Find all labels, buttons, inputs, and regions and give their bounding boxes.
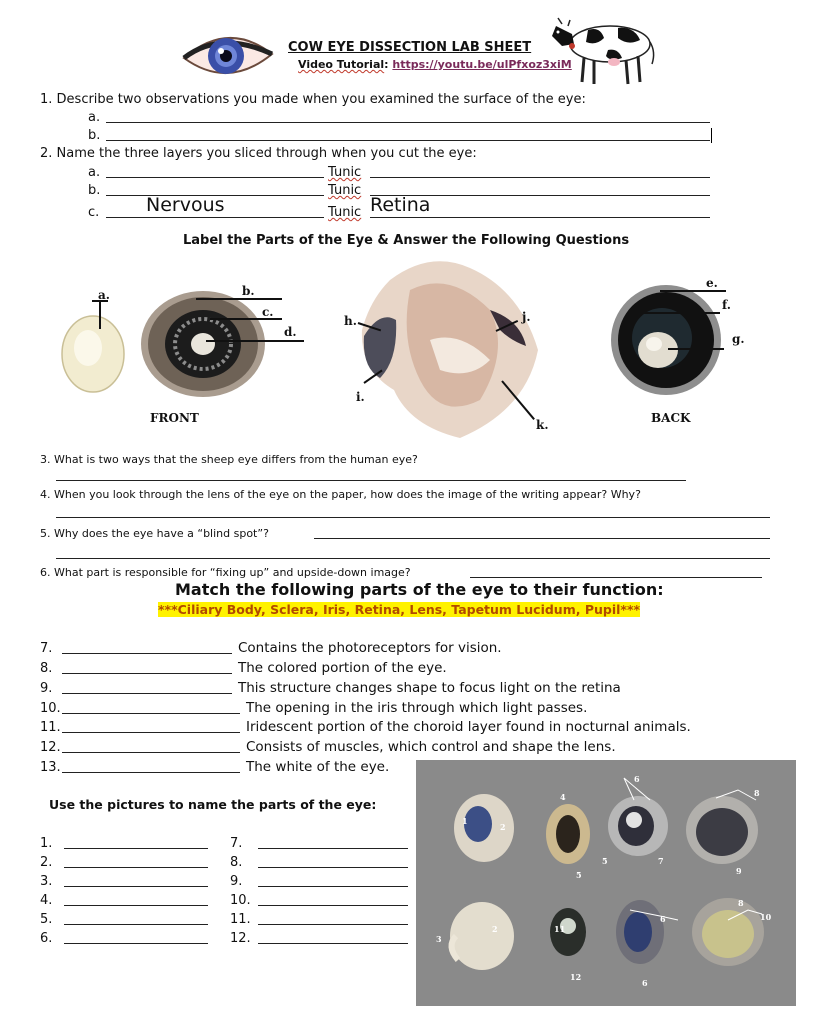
page-title: COW EYE DISSECTION LAB SHEET: [288, 40, 532, 55]
back-eye-image: [610, 284, 722, 396]
label-c: c.: [262, 305, 274, 319]
front-eye-image: [140, 290, 266, 398]
photo-label-7: 7: [658, 856, 664, 866]
photo-label-9: 9: [736, 866, 742, 876]
picture-answer-line[interactable]: [64, 924, 208, 925]
video-tutorial-label: Video Tutorial: [298, 58, 385, 71]
pointer-b: [196, 298, 282, 300]
pointer-f: [640, 312, 720, 314]
dissection-photo: [416, 760, 796, 1006]
dissected-eye-image: [350, 250, 550, 442]
q5-answer-line-2[interactable]: [56, 558, 770, 559]
label-i: i.: [356, 390, 365, 404]
match-item-number: 12.: [40, 740, 61, 755]
q2c-answer-1[interactable]: Nervous: [146, 194, 225, 216]
picture-answer-number: 5.: [40, 912, 53, 927]
pointer-d: [206, 340, 304, 342]
match-item-description: Contains the photoreceptors for vision.: [238, 640, 502, 656]
label-a: a.: [98, 288, 110, 302]
photo-label-5a: 5: [576, 870, 582, 880]
photo-label-6c: 6: [642, 978, 648, 988]
picture-answer-number: 2.: [40, 855, 53, 870]
q3-answer-line[interactable]: [56, 480, 686, 481]
match-item-description: The opening in the iris through which light passes.: [246, 700, 588, 716]
picture-answer-line[interactable]: [258, 905, 408, 906]
match-item-number: 7.: [40, 641, 53, 656]
picture-answer-number: 4.: [40, 893, 53, 908]
match-item-number: 10.: [40, 701, 61, 716]
match-item-description: The white of the eye.: [246, 759, 390, 775]
back-caption: BACK: [651, 411, 691, 425]
picture-answer-number: 11.: [230, 912, 251, 927]
q2c-tunic: Tunic: [328, 205, 362, 220]
picture-answer-number: 6.: [40, 931, 53, 946]
q2b-label: b.: [88, 183, 101, 198]
picture-answer-number: 3.: [40, 874, 53, 889]
picture-answer-line[interactable]: [64, 943, 208, 944]
picture-answer-line[interactable]: [258, 848, 408, 849]
pointer-g: [668, 348, 724, 350]
picture-answer-line[interactable]: [258, 943, 408, 944]
photo-label-4: 4: [560, 792, 566, 802]
label-g: g.: [732, 332, 745, 346]
match-item-number: 9.: [40, 681, 53, 696]
q2c-label: c.: [88, 205, 100, 220]
q2b-tunic: Tunic: [328, 183, 362, 198]
q5-answer-line-1[interactable]: [314, 538, 770, 539]
q4-answer-line[interactable]: [56, 517, 770, 518]
match-item-answer-line[interactable]: [62, 772, 240, 773]
video-tutorial-link[interactable]: https://youtu.be/ulPfxoz3xiM: [392, 58, 572, 71]
picture-answer-line[interactable]: [258, 924, 408, 925]
photo-label-5b: 5: [602, 856, 608, 866]
match-item-number: 11.: [40, 720, 61, 735]
photo-label-12: 12: [570, 972, 582, 982]
photo-label-6a: 6: [634, 774, 640, 784]
match-item-description: Iridescent portion of the choroid layer found in nocturnal animals.: [246, 719, 691, 735]
q2a-tunic: Tunic: [328, 165, 362, 180]
picture-answer-number: 10.: [230, 893, 251, 908]
pictures-heading: Use the pictures to name the parts of the eye:: [49, 797, 377, 812]
picture-answer-number: 1.: [40, 836, 53, 851]
match-item-description: Consists of muscles, which control and shape the lens.: [246, 739, 616, 755]
q6-prompt: 6. What part is responsible for “fixing up” and upside-down image?: [40, 566, 411, 579]
match-item-answer-line[interactable]: [62, 732, 240, 733]
q2a-answer-line-1[interactable]: [106, 177, 324, 178]
picture-answer-number: 7.: [230, 836, 243, 851]
match-item-description: The colored portion of the eye.: [238, 660, 447, 676]
q1b-answer-line[interactable]: [106, 140, 710, 141]
photo-label-8a: 8: [754, 788, 760, 798]
match-item-answer-line[interactable]: [62, 673, 232, 674]
q1a-answer-line[interactable]: [106, 122, 710, 123]
q2a-label: a.: [88, 165, 101, 180]
picture-answer-line[interactable]: [258, 886, 408, 887]
photo-label-3: 3: [436, 934, 442, 944]
q1b-label: b.: [88, 128, 101, 143]
match-choices: ***Ciliary Body, Sclera, Iris, Retina, Lens, Tapetum Lucidum, Pupil***: [158, 602, 641, 617]
lens-image: [60, 312, 126, 396]
picture-answer-line[interactable]: [64, 905, 208, 906]
match-item-description: This structure changes shape to focus light on the retina: [238, 680, 621, 696]
text-cursor: [711, 128, 712, 143]
match-item-number: 8.: [40, 661, 53, 676]
picture-answer-line[interactable]: [64, 886, 208, 887]
eye-illustration: [180, 24, 276, 86]
label-e: e.: [706, 276, 718, 290]
q5-prompt: 5. Why does the eye have a “blind spot”?: [40, 527, 269, 540]
label-f: f.: [722, 298, 731, 312]
photo-label-10: 10: [760, 912, 772, 922]
q2a-answer-line-2[interactable]: [370, 177, 710, 178]
q3-prompt: 3. What is two ways that the sheep eye differs from the human eye?: [40, 453, 418, 466]
q2c-answer-line-1[interactable]: [106, 217, 324, 218]
photo-label-1: 1: [462, 816, 468, 826]
picture-answer-line[interactable]: [64, 867, 208, 868]
match-heading: Match the following parts of the eye to their function:: [175, 580, 664, 599]
q4-prompt: 4. When you look through the lens of the eye on the paper, how does the image of the writing appear? Why?: [40, 488, 641, 501]
photo-label-11: 11: [554, 924, 566, 934]
q1a-label: a.: [88, 110, 101, 125]
picture-answer-number: 8.: [230, 855, 243, 870]
match-item-answer-line[interactable]: [62, 713, 240, 714]
label-h: h.: [344, 314, 357, 328]
label-j: j.: [522, 310, 531, 324]
picture-answer-line[interactable]: [258, 867, 408, 868]
video-tutorial-row: [298, 57, 572, 72]
match-item-answer-line[interactable]: [62, 693, 232, 694]
picture-answer-number: 12.: [230, 931, 251, 946]
label-d: d.: [284, 325, 297, 339]
match-item-answer-line[interactable]: [62, 653, 232, 654]
q1-prompt: 1. Describe two observations you made when you examined the surface of the eye:: [40, 92, 586, 107]
diagram-heading: Label the Parts of the Eye & Answer the Following Questions: [183, 233, 630, 248]
photo-label-2b: 2: [492, 924, 498, 934]
q6-answer-line[interactable]: [470, 577, 762, 578]
q2c-answer-2[interactable]: Retina: [370, 194, 431, 216]
photo-label-2: 2: [500, 822, 506, 832]
q2-prompt: 2. Name the three layers you sliced through when you cut the eye:: [40, 146, 477, 161]
pointer-a: [99, 301, 101, 329]
q2c-answer-line-2[interactable]: [370, 217, 710, 218]
picture-answer-number: 9.: [230, 874, 243, 889]
cow-illustration: [548, 12, 660, 88]
picture-answer-line[interactable]: [64, 848, 208, 849]
label-b: b.: [242, 284, 255, 298]
match-item-answer-line[interactable]: [62, 752, 240, 753]
match-item-number: 13.: [40, 760, 61, 775]
photo-label-8b: 8: [738, 898, 744, 908]
front-caption: FRONT: [150, 411, 199, 425]
video-tutorial-sep: :: [384, 58, 393, 71]
photo-label-6b: 6: [660, 914, 666, 924]
label-k: k.: [536, 418, 549, 432]
